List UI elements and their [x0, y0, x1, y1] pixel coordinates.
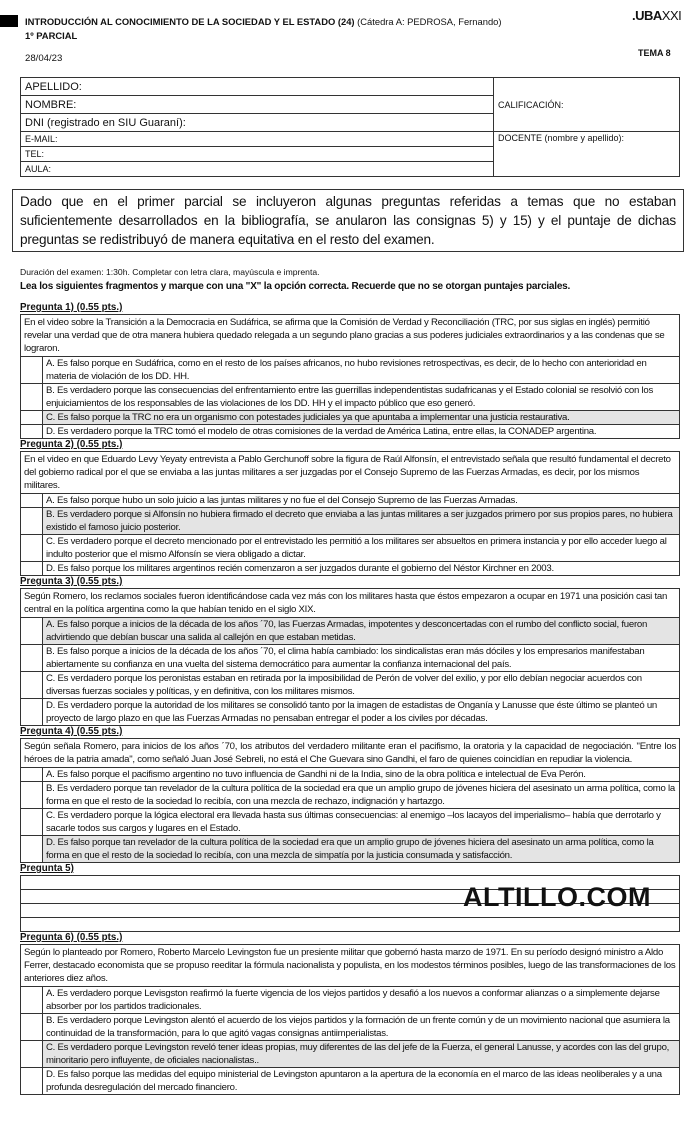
question-6 — [20, 932, 680, 1095]
option-text: B. Es verdadero porque las consecuencias del enfrentamiento entre las guerrillas independentistas sudafricanas y el Estado colonial se resolvió con los enjuiciamientos de los responsables de las violaciones de los DD. HH y el impacto público que eso generó. — [46, 385, 654, 409]
question-stem: En el video en que Eduardo Levy Yeyaty entrevista a Pablo Gerchunoff sobre la figura de Raúl Alfonsín, el entrevistado señala que resultó fundamental el decreto del gobierno radical por el que se enviaba a las juntas militares a ser juzgadas por el Consejo Supremo de las Fuerzas Armadas, es decir, por los mismos militares. — [21, 452, 679, 494]
answer-option — [21, 672, 679, 699]
answer-checkbox[interactable] — [21, 508, 43, 534]
exam-body — [0, 189, 700, 1095]
answer-checkbox[interactable] — [21, 1041, 43, 1067]
option-text: B. Es falso porque a inicios de la década de los años ´70, el clima había cambiado: los sindicalistas eran más dóciles y los empresarios manifestaban abiertamente su confianza en una vuelta del sistema democrático para aumentar la confianza internacional del país. — [46, 646, 645, 670]
question-label: Pregunta 1) (0.55 pts.) — [20, 302, 123, 313]
answer-option — [21, 494, 679, 508]
option-text: D. Es verdadero porque la TRC tomó el modelo de otras comisiones de la verdad de América Latina, entre ellas, la CONADEP argentina. — [46, 426, 597, 437]
option-text: B. Es verdadero porque Levingston alentó el acuerdo de los viejos partidos y la formación de un frente común y de un movimiento nacional que asumiera la continuidad de la transformación, para lo que agitó vagas consignas antiimperialistas. — [46, 1015, 670, 1039]
option-text: C. Es verdadero porque la lógica electoral era llevada hasta sus últimas consecuencias: al enemigo –los lacayos del imperialismo– había que derrotarlo y sacarle todos sus cargos y lugares en el Estado. — [46, 810, 661, 834]
student-info-table — [20, 77, 680, 177]
option-text: C. Es falso porque la TRC no era un organismo con potestades judiciales ya que apuntaba a implementar una justicia restaurativa. — [43, 411, 679, 424]
answer-checkbox[interactable] — [21, 672, 43, 698]
answer-option — [21, 1068, 679, 1095]
answer-option — [21, 508, 679, 535]
question-label: Pregunta 4) (0.55 pts.) — [20, 726, 123, 737]
answer-checkbox[interactable] — [21, 425, 43, 438]
question-2 — [20, 439, 680, 576]
answer-checkbox[interactable] — [21, 494, 43, 507]
answer-option — [21, 768, 679, 782]
tema-label: TEMA 8 — [638, 48, 671, 58]
exam-type: 1º PARCIAL — [25, 30, 78, 41]
option-text: A. Es falso porque el pacifismo argentino no tuvo influencia de Gandhi ni de la India, sino de la obra política e intelectual de Eva Perón. — [46, 769, 586, 780]
question-3 — [20, 576, 680, 726]
answer-option — [21, 836, 679, 863]
question-stem: En el video sobre la Transición a la Democracia en Sudáfrica, se afirma que la Comisión de Verdad y Reconciliación (TRC, por sus siglas en inglés) permitió revelar una verdad que de otra manera hubiera quedado relegada a un segundo plano gracias a sus poderes judiciales extraordinarios y a las condenas que se lograron. — [21, 315, 679, 357]
answer-checkbox[interactable] — [21, 562, 43, 575]
instructions: Lea los siguientes fragmentos y marque con una "X" la opción correcta. Recuerde que no se otorgan puntajes parciales. — [20, 281, 571, 292]
notice-box: Dado que en el primer parcial se incluyeron algunas preguntas referidas a temas que no estaban suficientemente desarrollados en la bibliografía, se anularon las consignas 5) y 15) y el puntaje de dichas preguntas se redistribuyó de manera equitativa en el resto del examen. — [12, 189, 684, 252]
option-text: B. Es verdadero porque si Alfonsín no hubiera firmado el decreto que enviaba a las juntas militares a ser juzgados primero por sus propios pares, no hubiera existido el famoso juicio posterior. — [43, 508, 679, 534]
option-text: C. Es verdadero porque los peronistas estaban en retirada por la imposibilidad de Perón de volver del exilio, y por ello debían negociar acuerdos con diversas fuerzas sociales y políticas, y en definitiva, con los militares mismos. — [46, 673, 642, 697]
answer-checkbox[interactable] — [21, 768, 43, 781]
option-text: D. Es verdadero porque la autoridad de los militares se consolidó tanto por la imagen de estadistas de Onganía y Lanusse que éste último se planteó un proyecto de largo plazo en que las Fuerzas Armadas no pensaban entregar el poder a los civiles por décadas. — [46, 700, 658, 724]
question-1 — [20, 302, 680, 439]
answer-option — [21, 1041, 679, 1068]
answer-checkbox[interactable] — [21, 618, 43, 644]
answer-checkbox[interactable] — [21, 782, 43, 808]
answer-checkbox[interactable] — [21, 411, 43, 424]
answer-option — [21, 411, 679, 425]
exam-duration: Duración del examen: 1:30h. Completar con letra clara, mayúscula e imprenta. — [20, 267, 320, 277]
question-stem: Según lo planteado por Romero, Roberto Marcelo Levingston fue un presiente militar que gobernó hasta marzo de 1971. En su período designó ministro a Aldo Ferrer, destacado economista que se propuso reeditar la fórmula nacionalista y populista, en los modestos términos posibles, luego de las transformaciones de los anteriores diez años. — [21, 945, 679, 987]
blank-row — [21, 918, 679, 932]
question-stem: Según Romero, los reclamos sociales fueron identificándose cada vez más con los militares hasta que éstos empezaron a ocupar en 1971 una posición casi tan central en la política argentina como la que habían tenido en el siglo XIX. — [21, 589, 679, 618]
question-label: Pregunta 2) (0.55 pts.) — [20, 439, 123, 450]
questions-list — [0, 302, 700, 1095]
answer-checkbox[interactable] — [21, 809, 43, 835]
option-text: D. Es falso porque tan revelador de la cultura política de la sociedad era que un amplio grupo de jóvenes hiciera del asesinato un arma política, como la forma en que el resto de la sociedad lo recibía, con una mezcla de simpatía por la justicia consumada y satisfacción. — [43, 836, 679, 862]
answer-option — [21, 782, 679, 809]
answer-option — [21, 562, 679, 576]
question-4 — [20, 726, 680, 863]
header-black-bar — [0, 15, 18, 27]
answer-option — [21, 809, 679, 836]
answer-checkbox[interactable] — [21, 645, 43, 671]
question-5 — [20, 863, 680, 932]
option-text: C. Es verdadero porque Levingston reveló tener ideas propias, muy diferentes de las del jefe de la Fuerza, el general Lanusse, y acordes con las del grupo, minoritario pero influyente, de oficiales nacionalistas.. — [43, 1041, 679, 1067]
answer-checkbox[interactable] — [21, 699, 43, 725]
answer-option — [21, 384, 679, 411]
option-text: A. Es falso porque a inicios de la década de los años ´70, las Fuerzas Armadas, impotentes y desconcertadas con el rumbo del conflicto social, fueron advirtiendo que debían buscar una salida al callejón en que estaban metidas. — [43, 618, 679, 644]
aula-field[interactable]: AULA: — [21, 162, 494, 177]
option-text: A. Es verdadero porque Levisgston reafirmó la fuerte vigencia de los viejos partidos y desafió a los nuevos a conformar alianzas o a simplemente dejarse absorber por los partidos tradicionales. — [46, 988, 660, 1012]
option-text: B. Es verdadero porque tan revelador de la cultura política de la sociedad era que un amplio grupo de jóvenes hiciera del asesinato un arma política, como la forma en que el resto de la sociedad lo recibía, con una mezcla de rechazo, indignación y hartazgo. — [46, 783, 675, 807]
answer-option — [21, 987, 679, 1014]
answer-option — [21, 699, 679, 726]
answer-checkbox[interactable] — [21, 535, 43, 561]
answer-option — [21, 1014, 679, 1041]
option-text: D. Es falso porque los militares argentinos recién comenzaron a ser juzgados durante el gobierno del Néstor Kirchner en 2003. — [46, 563, 554, 574]
answer-option — [21, 645, 679, 672]
email-field[interactable]: E-MAIL: — [21, 132, 494, 147]
apellido-field[interactable]: APELLIDO: — [21, 78, 494, 96]
question-stem: Según señala Romero, para inicios de los años ´70, los atributos del verdadero militante eran el pacifismo, la oratoria y la capacidad de negociación. "Entre los héroes de la patria amada", como señaló Juan José Sebreli, no está el Che Guevara sino Gandhi, el faro de quienes coincidían en repudiar la violencia. — [21, 739, 679, 768]
calificacion-field[interactable]: CALIFICACIÓN: — [494, 78, 680, 132]
exam-date: 28/04/23 — [25, 53, 63, 64]
question-label: Pregunta 3) (0.55 pts.) — [20, 576, 123, 587]
option-text: D. Es falso porque las medidas del equipo ministerial de Levingston apuntaron a la apertura de la economía en el marco de las ideas neoliberales y a una profunda desregulación del mercado financiero. — [46, 1069, 662, 1093]
question-label: Pregunta 5) — [20, 863, 74, 874]
answer-checkbox[interactable] — [21, 384, 43, 410]
answer-checkbox[interactable] — [21, 357, 43, 383]
nombre-field[interactable]: NOMBRE: — [21, 96, 494, 114]
altillo-watermark: ALTILLO.COM — [463, 882, 651, 912]
question-box — [20, 944, 680, 1095]
answer-checkbox[interactable] — [21, 1068, 43, 1094]
option-text: A. Es falso porque en Sudáfrica, como en el resto de los países africanos, no hubo revisiones retrospectivas, es decir, de lo hecho con anterioridad en materia de violación de los DD. HH. — [46, 358, 647, 382]
dni-field[interactable]: DNI (registrado en SIU Guaraní): — [21, 114, 494, 132]
answer-checkbox[interactable] — [21, 1014, 43, 1040]
question-label: Pregunta 6) (0.55 pts.) — [20, 932, 123, 943]
question-box — [20, 314, 680, 439]
question-box — [20, 875, 680, 932]
answer-option — [21, 425, 679, 439]
question-box — [20, 588, 680, 726]
question-box — [20, 738, 680, 863]
uba-xxi-logo: .UBAXXI — [632, 8, 682, 23]
tel-field[interactable]: TEL: — [21, 147, 494, 162]
option-text: A. Es falso porque hubo un solo juicio a las juntas militares y no fue el del Consejo Supremo de las Fuerzas Armadas. — [46, 495, 518, 506]
answer-option — [21, 535, 679, 562]
answer-option — [21, 618, 679, 645]
option-text: C. Es verdadero porque el decreto mencionado por el entrevistado les permitió a los militares ser absueltos en primera instancia y por ello acceder luego al indulto posterior que el mismo Alfonsín se viera obligado a dictar. — [46, 536, 667, 560]
docente-field[interactable]: DOCENTE (nombre y apellido): — [494, 132, 680, 177]
course-title: INTRODUCCIÓN AL CONOCIMIENTO DE LA SOCIEDAD Y EL ESTADO (24) (Cátedra A: PEDROSA, Fernando) — [25, 16, 502, 27]
answer-checkbox[interactable] — [21, 836, 43, 862]
answer-checkbox[interactable] — [21, 987, 43, 1013]
question-box — [20, 451, 680, 576]
answer-option — [21, 357, 679, 384]
